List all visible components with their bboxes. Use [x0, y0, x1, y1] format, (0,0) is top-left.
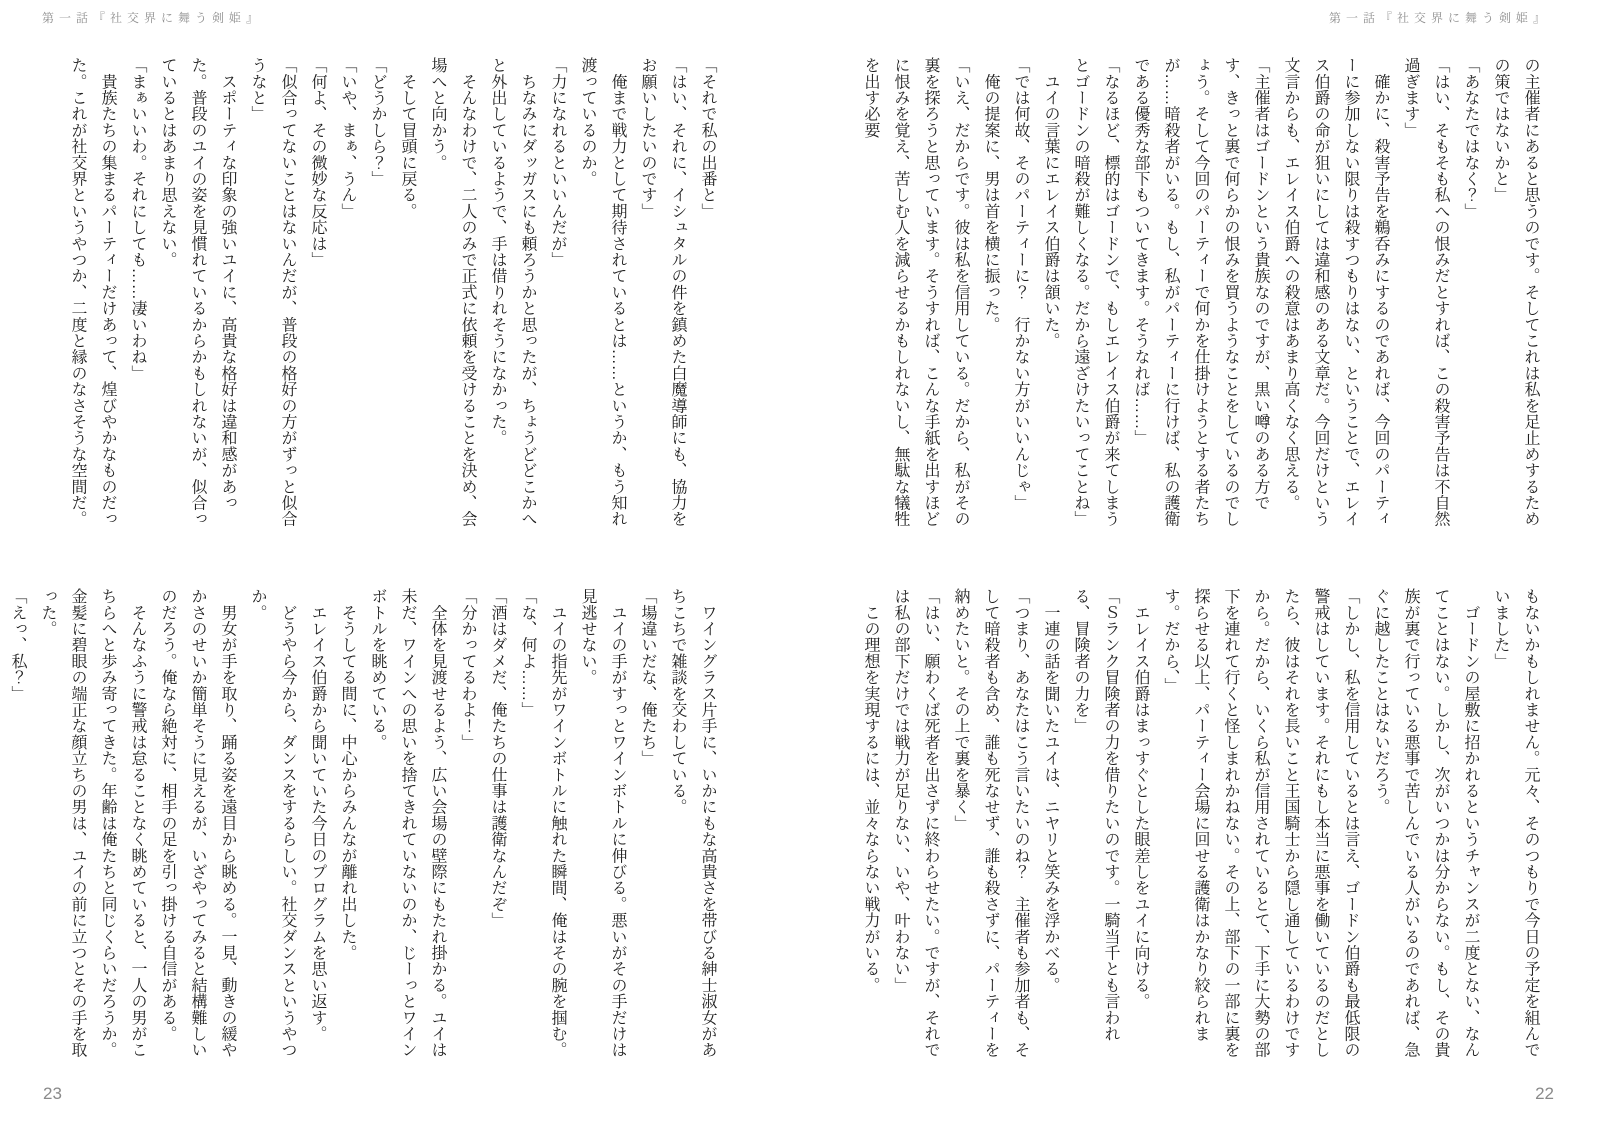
paragraph: 「なるほど、標的はゴードンで、もしエレイス伯爵が来てしまうとゴードンの暗殺が難しくなる。だから遠ざけたいってことね」: [1072, 57, 1119, 527]
paragraph: 「まぁいいわ。それにしても……凄いわね」: [129, 57, 146, 381]
page22-lower-text-block: [862, 588, 1545, 1072]
paragraph: 「はい、それに、イシュタルの件を鎮めた白魔導師にも、協力をお願いしたいのです」: [639, 57, 686, 527]
paragraph: ゴードンの屋敷に招かれるというチャンスが二度とない、なんてことはない。しかし、次がいつかは分からない。もし、その貴族が裏で行っている悪事で苦しんでいる人がいるのであれば、急ぐに越したことはないだろう。: [1372, 588, 1479, 1058]
paragraph: 「はい、そもそも私への恨みだとすれば、この殺害予告は不自然過ぎます」: [1402, 57, 1449, 527]
page-number-22: 22: [1535, 1084, 1554, 1103]
paragraph: 「似合ってないことはないんだが、普段の格好の方がずっと似合うなと」: [249, 57, 296, 527]
paragraph: 全体を見渡せるよう、広い会場の壁際にもたれ掛かる。ユイは未だ、ワインへの思いを捨てきれていないのか、じーっとワインボトルを眺めている。: [369, 588, 446, 1058]
paragraph: 「あなたではなく？」: [1462, 57, 1479, 219]
running-header-right: 第一話『社交界に舞う剣姫』: [1328, 11, 1550, 25]
page-number-23: 23: [43, 1084, 62, 1103]
paragraph: 「つまり、あなたはこう言いたいのね？ 主催者も参加者も、そして暗殺者も含め、誰も死なせず、誰も殺さずに、パーティーを納めたいと。その上で裏を暴く」: [952, 588, 1029, 1058]
paragraph: ユイの言葉にエレイス伯爵は頷いた。: [1042, 57, 1059, 349]
paragraph: 貴族たちの集まるパーティーだけあって、煌びやかなものだった。これが社交界というやつか、二度と縁のなさそうな空間だ。: [69, 57, 116, 527]
paragraph: 男女が手を取り、踊る姿を遠目から眺める。一見、動きの緩やかさのせいか簡単そうに見えるが、いざやってみると結構難しいのだろう。俺なら絶対に、相手の足を引っ掛ける自信がある。: [159, 588, 236, 1058]
paragraph: 「はい、願わくば死者を出さずに終わらせたい。ですが、それでは私の部下だけでは戦力が足りない、いや、叶わない」: [892, 588, 939, 1058]
running-header-left: 第一話『社交界に舞う剣姫』: [42, 11, 264, 25]
paragraph: ワイングラス片手に、いかにもな高貴さを帯びる紳士淑女があちこちで雑談を交わしている。: [669, 588, 716, 1058]
paragraph: 「えっ、私？」: [9, 588, 26, 702]
paragraph: 「いや、まぁ、うん」: [339, 57, 356, 219]
page22-upper-text-block: [862, 57, 1545, 541]
paragraph: 「では何故、そのパーティーに？ 行かない方がいいんじゃ」: [1012, 57, 1029, 511]
paragraph: 確かに、殺害予告を鵜呑みにするのであれば、今回のパーティーに参加しない限りは殺すつもりはない、ということで、エレイス伯爵の命が狙いにしては違和感のある文章だ。今回だけという文言からも、エレイス伯爵への殺意はあまり高くなく思える。: [1282, 57, 1389, 527]
paragraph: 「力になれるといいんだが」: [549, 57, 566, 268]
paragraph: もないかもしれません。元々、そのつもりで今日の予定を組んでいました」: [1492, 588, 1539, 1058]
paragraph: そうしてる間に、中心からみんなが離れ出した。: [339, 588, 356, 961]
paragraph: 「主催者はゴードンという貴族なのですが、黒い噂のある方です、きっと裏で何らかの恨みを買うようなことをしているのでしょう。そして今回のパーティーで何かを仕掛けようとする者たちが……暗殺者がいる。もし、私がパーティーに行けば、私の護衛である優秀な部下もついてきます。そうなれば……」: [1132, 57, 1269, 527]
page23-upper-text-block: [56, 57, 722, 541]
paragraph: 「Ｓランク冒険者の力を借りたいのです。一騎当千とも言われる、冒険者の力を」: [1072, 588, 1119, 1042]
paragraph: そんなわけで、二人のみで正式に依頼を受けることを決め、会場へと向かう。: [429, 57, 476, 527]
paragraph: 「いえ、だからです。彼は私を信用している。だから、私がその裏を探ろうと思っています。そうすれば、こんな手紙を出すほどに恨みを覚え、苦しむ人を減らせるかもしれないし、無駄な犠牲を出す必要: [862, 57, 969, 527]
paragraph: エレイス伯爵はまっすぐとした眼差しをユイに向ける。: [1132, 588, 1149, 1010]
paragraph: 「それで私の出番と」: [699, 57, 716, 219]
paragraph: この理想を実現するには、並々ならない戦力がいる。: [862, 588, 879, 993]
paragraph: ユイの手がすっとワインボトルに伸びる。悪いがその手だけは見逃せない。: [579, 588, 626, 1058]
paragraph: 「何よ、その微妙な反応は」: [309, 57, 326, 268]
paragraph: 「しかし、私を信用しているとは言え、ゴードン伯爵も最低限の警戒はしています。それにもし本当に悪事を働いているのだとしたら、彼はそれを長いこと王国騎士から隠し通しているわけですから。だから、いくら私が信用されているとて、下手に大勢の部下を連れて行くと怪しまれかねない。その上、部下の一部に裏を探らせる以上、パーティー会場に回せる護衛はかなり絞られます。だから、」: [1162, 588, 1359, 1058]
paragraph: エレイス伯爵から聞いていた今日のプログラムを思い返す。: [309, 588, 326, 1042]
page23-lower-text-block: [9, 588, 722, 1072]
paragraph: 「場違いだな、俺たち」: [639, 588, 656, 767]
paragraph: 「酒はダメだ、俺たちの仕事は護衛なんだぞ」: [489, 588, 506, 929]
paragraph: 一連の話を聞いたユイは、ニヤリと笑みを浮かべる。: [1042, 588, 1059, 993]
paragraph: そして冒頭に戻る。: [399, 57, 416, 219]
paragraph: 「な、何よ……」: [519, 588, 536, 718]
paragraph: 「分かってるわよ！」: [459, 588, 476, 750]
paragraph: 俺の提案に、男は首を横に振った。: [982, 57, 999, 333]
paragraph: ユイの指先がワインボトルに触れた瞬間、俺はその腕を掴む。: [549, 588, 566, 1058]
paragraph: スポーティな印象の強いユイに、高貴な格好は違和感があった。普段のユイの姿を見慣れているからかもしれないが、似合っているとはあまり思えない。: [159, 57, 236, 527]
paragraph: ちなみにダッガスにも頼ろうかと思ったが、ちょうどどこかへと外出しているようで、手は借りれそうになかった。: [489, 57, 536, 527]
paragraph: の主催者にあると思うのです。そしてこれは私を足止めするための策ではないかと」: [1492, 57, 1539, 527]
paragraph: 俺まで戦力として期待されているとは……というか、もう知れ渡っているのか。: [579, 57, 626, 527]
paragraph: 「どうかしら？」: [369, 57, 386, 187]
paragraph: どうやら今から、ダンスをするらしい。社交ダンスというやつか。: [249, 588, 296, 1058]
paragraph: そんなふうに警戒は怠ることなく眺めていると、一人の男がこちらへと歩み寄ってきた。年齢は俺たちと同じくらいだろうか。金髪に碧眼の端正な顔立ちの男は、ユイの前に立つとその手を取った。: [39, 588, 146, 1058]
